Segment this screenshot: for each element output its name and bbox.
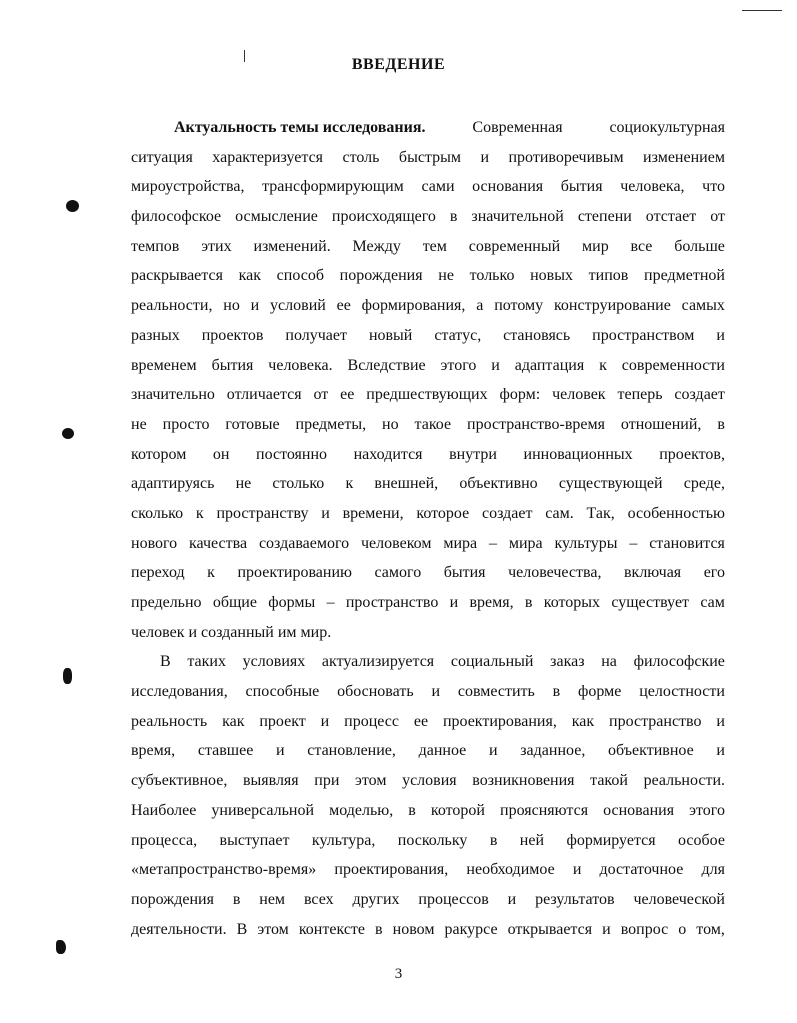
word: в — [449, 208, 458, 226]
word: больше — [674, 237, 725, 255]
text-line — [131, 113, 725, 143]
word: конструирование — [553, 297, 671, 315]
word: адаптация — [514, 356, 585, 374]
text-line — [131, 885, 725, 915]
page-title: ВВЕДЕНИЕ — [351, 56, 446, 73]
word: обосновать — [337, 683, 414, 701]
word: от — [710, 208, 725, 226]
word: поскольку — [397, 831, 468, 849]
word: том, — [696, 920, 725, 938]
word: человеческой — [633, 890, 725, 908]
word: процесс — [344, 712, 399, 730]
word: переход — [131, 564, 185, 582]
word: проектов, — [659, 445, 725, 463]
word: только — [469, 267, 515, 285]
word: статус, — [434, 326, 482, 344]
word: заданное, — [520, 742, 586, 760]
word: – — [488, 534, 497, 552]
word: к — [195, 504, 204, 522]
word: этих — [201, 237, 232, 255]
word: заказ — [550, 653, 585, 671]
word: становясь — [503, 326, 571, 344]
word: значительной — [471, 208, 564, 226]
word: качества — [189, 534, 248, 552]
text-line — [131, 915, 725, 945]
word: человеком — [361, 534, 432, 552]
word: в — [717, 415, 725, 433]
word: вопрос — [620, 920, 669, 938]
word: культуры — [554, 534, 618, 552]
word: таких — [187, 653, 226, 671]
word: и — [716, 742, 725, 760]
word: противоречивым — [508, 148, 624, 166]
word: он — [212, 445, 230, 463]
text-line — [131, 440, 725, 470]
text-line — [131, 766, 725, 796]
word: проектирования, — [442, 712, 557, 730]
word: сам — [700, 594, 725, 611]
word: которое — [416, 504, 470, 522]
text-line — [131, 143, 725, 173]
word: такое — [414, 415, 452, 433]
word: степени — [577, 208, 632, 226]
word: бытия — [443, 564, 486, 582]
word: времени, — [342, 504, 404, 522]
word: формы — [268, 594, 316, 611]
word: среде, — [683, 475, 725, 493]
word: человек — [552, 386, 606, 404]
punch-hole-mark — [56, 940, 66, 954]
word: предметы, — [295, 415, 367, 433]
word: человечества, — [508, 564, 602, 582]
word: отстает — [645, 208, 697, 226]
word: пространству — [216, 504, 309, 522]
word: этого — [689, 801, 725, 819]
word: ракурсе — [444, 920, 498, 938]
word: отношений, — [620, 415, 702, 433]
punch-hole-mark — [66, 200, 79, 212]
word: новом — [392, 920, 435, 938]
word: этом — [355, 772, 387, 790]
word: сам. — [545, 504, 574, 522]
word: не — [438, 267, 454, 285]
word: мироустройства, — [131, 178, 245, 196]
word: и — [491, 356, 500, 374]
word: – — [629, 534, 638, 552]
word: и — [716, 326, 725, 344]
word: способные — [245, 683, 320, 701]
word: деятельности. — [131, 920, 227, 938]
word: философское — [131, 208, 222, 226]
word: Современная — [472, 119, 563, 136]
word: его — [703, 564, 725, 582]
word: ситуация — [131, 148, 193, 166]
word: мира — [443, 534, 478, 552]
word: современности — [621, 356, 725, 374]
word: реальности, — [131, 297, 213, 315]
word: не — [131, 415, 147, 433]
word: но — [223, 297, 240, 315]
word: «метапространство-время» — [131, 861, 317, 879]
text-line — [131, 618, 725, 648]
word: отличается — [226, 386, 302, 404]
word: совместить — [457, 683, 535, 701]
text-line — [131, 232, 725, 262]
word: исследования, — [131, 683, 228, 701]
word: Наиболее — [131, 801, 197, 819]
text-line — [131, 291, 725, 321]
word: существует — [611, 594, 690, 611]
word: основания — [472, 178, 544, 196]
word: столь — [342, 148, 380, 166]
word: от — [313, 386, 329, 404]
word: процесса, — [131, 831, 198, 849]
word: и — [488, 742, 498, 760]
word: создает — [481, 504, 533, 522]
word: темпов — [131, 237, 180, 255]
word: становится — [649, 534, 725, 552]
word: условиях — [242, 653, 306, 671]
word: результатов — [535, 890, 615, 908]
word: время, — [131, 742, 176, 760]
word: социальный — [450, 653, 534, 671]
word: нового — [131, 534, 178, 552]
word: основания — [603, 801, 675, 819]
word: особое — [678, 831, 725, 849]
word: пространство-время — [467, 415, 605, 433]
word: котором — [131, 445, 187, 463]
word: общие — [212, 594, 257, 611]
word: пространство — [609, 712, 702, 730]
punch-hole-mark — [62, 428, 74, 439]
word: Так, — [586, 504, 615, 522]
word: предшествующих — [366, 386, 488, 404]
word: о — [678, 920, 687, 938]
word: как — [222, 712, 245, 730]
word: способ — [276, 267, 324, 285]
word: временем — [131, 356, 197, 374]
text-line — [131, 261, 725, 291]
word: что — [702, 178, 725, 196]
text-line — [131, 736, 725, 766]
word: человека. — [268, 356, 333, 374]
word: реальность — [131, 712, 208, 730]
word: и — [250, 297, 260, 315]
word: и — [449, 594, 459, 611]
text-line — [131, 707, 725, 737]
word: выступает — [219, 831, 290, 849]
word: социокультурная — [609, 119, 725, 136]
word: и — [276, 742, 285, 760]
word: внешней, — [374, 475, 439, 493]
text-line — [131, 351, 725, 381]
word: проясняются — [500, 801, 589, 819]
word: получает — [285, 326, 347, 344]
word: философские — [633, 653, 725, 671]
word: а — [476, 297, 484, 315]
word: бытия — [560, 178, 603, 196]
word: к — [599, 356, 607, 374]
word: все — [630, 237, 653, 255]
word: этого — [440, 356, 477, 374]
word: адаптируясь — [131, 475, 215, 493]
word: сами — [421, 178, 455, 196]
word: но — [382, 415, 399, 433]
word: типов — [588, 267, 629, 285]
word: в — [375, 920, 383, 938]
text-line — [131, 826, 725, 856]
word: форме — [578, 683, 622, 701]
word: проектов — [201, 326, 264, 344]
word: и — [321, 504, 330, 522]
word: и — [716, 712, 725, 730]
word: порождения — [131, 890, 214, 908]
word: постоянно — [256, 445, 328, 463]
word: В — [160, 653, 171, 671]
word: мира — [508, 534, 543, 552]
text-line — [131, 380, 725, 410]
word: этом — [257, 920, 289, 938]
word: предметной — [644, 267, 725, 285]
word: просто — [162, 415, 210, 433]
word: включая — [623, 564, 682, 582]
text-line — [131, 321, 725, 351]
word: как — [238, 267, 261, 285]
word: время, — [469, 594, 514, 611]
text-line — [131, 469, 725, 499]
word: особенностью — [627, 504, 725, 522]
word: процессов — [418, 890, 489, 908]
word: и — [602, 920, 611, 938]
word: раскрывается — [131, 267, 223, 285]
text-line — [131, 202, 725, 232]
word: создаваемого — [258, 534, 350, 552]
word: для — [701, 861, 725, 879]
word: универсальной — [211, 801, 315, 819]
punch-hole-mark — [63, 668, 72, 684]
word: осмысление — [235, 208, 318, 226]
word: ней — [519, 831, 545, 849]
word: такой — [590, 772, 628, 790]
word: в — [524, 594, 533, 611]
word: ее — [413, 712, 429, 730]
text-line — [131, 499, 725, 529]
word: человека, — [620, 178, 685, 196]
word: открывается — [507, 920, 593, 938]
text-line — [131, 796, 725, 826]
word: характеризуется — [212, 148, 324, 166]
word: теперь — [617, 386, 663, 404]
word: всех — [303, 890, 334, 908]
word: форм: — [499, 386, 541, 404]
word: при — [314, 772, 340, 790]
word: как — [571, 712, 595, 730]
word: условия — [402, 772, 457, 790]
text-line — [131, 558, 725, 588]
word: пространством — [592, 326, 695, 344]
word: проект — [259, 712, 306, 730]
word: формирования, — [361, 297, 466, 315]
word: современный — [468, 237, 561, 255]
word: объективное — [608, 742, 694, 760]
word: становление, — [307, 742, 396, 760]
word: готовые — [225, 415, 280, 433]
word: условий — [270, 297, 326, 315]
word: предельно — [131, 594, 202, 611]
page-number: 3 — [394, 966, 403, 982]
word: изменений. — [253, 237, 331, 255]
word: данное — [418, 742, 467, 760]
word: целостности — [639, 683, 725, 701]
word: субъективное, — [131, 772, 228, 790]
word: – — [326, 594, 335, 611]
word: происходящего — [331, 208, 436, 226]
word: быстрым — [398, 148, 461, 166]
text-line — [131, 855, 725, 885]
word: реальности. — [643, 772, 725, 790]
text-line — [131, 172, 725, 202]
word: инновационных — [523, 445, 633, 463]
word: сколько — [131, 504, 184, 522]
text-line-content: человек и созданный им мир. — [131, 623, 332, 641]
word: Вследствие — [347, 356, 426, 374]
word: достаточное — [599, 861, 684, 879]
word: и — [480, 148, 490, 166]
word: ее — [336, 297, 351, 315]
word: ставшее — [197, 742, 254, 760]
word: контексте — [298, 920, 366, 938]
text-line — [131, 588, 725, 618]
lead-heading: Актуальность темы исследования. — [174, 119, 426, 136]
word: возникновения — [472, 772, 575, 790]
word: внутри — [449, 445, 497, 463]
word: объективно — [459, 475, 538, 493]
word: порождения — [339, 267, 423, 285]
word: необходимое — [466, 861, 555, 879]
word: новых — [530, 267, 573, 285]
word: к — [207, 564, 215, 582]
word: нем — [259, 890, 286, 908]
word: столько — [272, 475, 325, 493]
text-line — [131, 529, 725, 559]
word: культура, — [311, 831, 376, 849]
word: разных — [131, 326, 180, 344]
word: мир — [582, 237, 609, 255]
word: Между — [352, 237, 401, 255]
word: самого — [374, 564, 422, 582]
word: к — [345, 475, 354, 493]
word: других — [352, 890, 400, 908]
word: потому — [494, 297, 544, 315]
body-text — [131, 113, 725, 944]
word: выявляя — [242, 772, 299, 790]
word: новый — [368, 326, 413, 344]
word: пространство — [345, 594, 439, 611]
word: ее — [340, 386, 355, 404]
word: трансформирующим — [262, 178, 404, 196]
word: в — [232, 890, 241, 908]
word: проектирования, — [334, 861, 449, 879]
word: значительно — [131, 386, 215, 404]
text-line — [131, 677, 725, 707]
text-line — [131, 410, 725, 440]
word: моделью, — [329, 801, 394, 819]
word: и — [572, 861, 582, 879]
word: в — [552, 683, 561, 701]
word: актуализируется — [321, 653, 435, 671]
word: на — [601, 653, 617, 671]
word: формируется — [566, 831, 656, 849]
word: находится — [353, 445, 423, 463]
word: и — [320, 712, 330, 730]
text-line — [131, 647, 725, 677]
word: в — [489, 831, 498, 849]
word: в — [408, 801, 416, 819]
word: которых — [543, 594, 601, 611]
word: и — [507, 890, 517, 908]
word: и — [431, 683, 441, 701]
word: В — [236, 920, 248, 938]
word: изменением — [643, 148, 725, 166]
word: самых — [681, 297, 725, 315]
word: существующей — [558, 475, 663, 493]
word: не — [235, 475, 252, 493]
word: которой — [430, 801, 485, 819]
word: проектированию — [237, 564, 352, 582]
scan-line-mark — [742, 10, 782, 11]
word: тем — [422, 237, 447, 255]
word: создает — [674, 386, 725, 404]
word: бытия — [211, 356, 254, 374]
